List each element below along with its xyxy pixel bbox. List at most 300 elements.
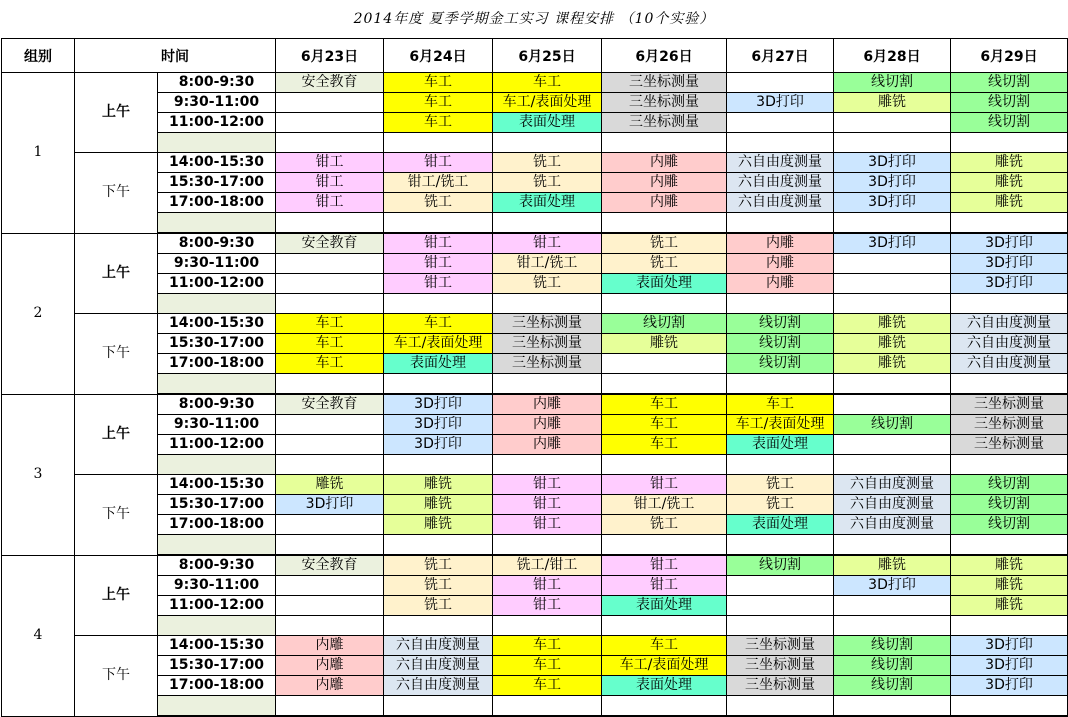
- course-cell: 三坐标测量: [951, 415, 1068, 435]
- time-slot: 11:00-12:00: [158, 596, 276, 616]
- spacer-cell: [727, 455, 834, 475]
- time-slot: 17:00-18:00: [158, 354, 276, 374]
- course-cell: 雕铣: [602, 334, 727, 354]
- spacer-cell: [276, 455, 384, 475]
- course-cell: 车工: [384, 93, 493, 113]
- header-date: 6月26日: [602, 39, 727, 73]
- course-cell: 线切割: [951, 515, 1068, 535]
- course-cell: 内雕: [602, 153, 727, 173]
- course-cell: 车工: [493, 73, 602, 93]
- course-cell: 内雕: [727, 274, 834, 294]
- spacer-cell: [951, 133, 1068, 153]
- spacer-cell: [276, 133, 384, 153]
- course-cell: [834, 435, 951, 455]
- spacer-cell: [951, 374, 1068, 395]
- spacer-cell: [493, 616, 602, 636]
- course-cell: 铣工: [493, 153, 602, 173]
- spacer-cell: [727, 294, 834, 314]
- spacer-cell: [727, 213, 834, 234]
- spacer-cell: [602, 133, 727, 153]
- spacer-cell: [727, 616, 834, 636]
- spacer-cell: [951, 616, 1068, 636]
- course-cell: 车工/表面处理: [727, 415, 834, 435]
- table-row: [2, 193, 1068, 213]
- table-row: [2, 153, 1068, 173]
- course-cell: 钳工: [602, 576, 727, 596]
- course-cell: 铣工: [384, 193, 493, 213]
- table-row: [2, 254, 1068, 274]
- table-row: [2, 636, 1068, 656]
- time-slot: 8:00-9:30: [158, 394, 276, 415]
- course-cell: 线切割: [834, 73, 951, 93]
- spacer-row: [2, 294, 1068, 314]
- header-date: 6月25日: [493, 39, 602, 73]
- course-cell: 车工: [493, 636, 602, 656]
- table-row: [2, 334, 1068, 354]
- course-cell: [276, 515, 384, 535]
- table-row: [2, 596, 1068, 616]
- table-row: [2, 354, 1068, 374]
- course-cell: 六自由度测量: [727, 153, 834, 173]
- header-date: 6月24日: [384, 39, 493, 73]
- course-cell: 内雕: [602, 173, 727, 193]
- schedule-body: [2, 73, 1068, 717]
- course-cell: 铣工: [727, 495, 834, 515]
- course-cell: [727, 113, 834, 133]
- time-slot: 17:00-18:00: [158, 515, 276, 535]
- course-cell: 铣工: [384, 555, 493, 576]
- course-cell: [276, 274, 384, 294]
- spacer-cell: [834, 133, 951, 153]
- spacer-cell: [493, 455, 602, 475]
- spacer-cell: [727, 133, 834, 153]
- period-morning: 上午: [75, 394, 158, 475]
- table-row: [2, 113, 1068, 133]
- table-row: [2, 394, 1068, 415]
- course-cell: [727, 576, 834, 596]
- spacer-cell: [158, 374, 276, 395]
- course-cell: 铣工: [493, 173, 602, 193]
- course-cell: 铣工: [727, 475, 834, 495]
- page-title: 2014年度 夏季学期金工实习 课程安排 （10个实验）: [353, 11, 715, 27]
- spacer-cell: [834, 616, 951, 636]
- course-cell: 内雕: [727, 233, 834, 254]
- course-cell: [276, 435, 384, 455]
- spacer-cell: [951, 455, 1068, 475]
- time-slot: 11:00-12:00: [158, 435, 276, 455]
- spacer-cell: [602, 616, 727, 636]
- course-cell: 六自由度测量: [951, 334, 1068, 354]
- course-cell: 线切割: [727, 314, 834, 334]
- course-cell: [834, 274, 951, 294]
- course-cell: 铣工: [493, 274, 602, 294]
- course-cell: 3D打印: [951, 676, 1068, 696]
- course-cell: 钳工/铣工: [384, 173, 493, 193]
- course-cell: 三坐标测量: [493, 354, 602, 374]
- period-morning: 上午: [75, 555, 158, 636]
- course-cell: 雕铣: [951, 173, 1068, 193]
- spacer-cell: [834, 455, 951, 475]
- header-time: 时间: [75, 39, 276, 73]
- course-cell: 车工/表面处理: [493, 93, 602, 113]
- spacer-cell: [384, 696, 493, 717]
- course-cell: 线切割: [834, 415, 951, 435]
- spacer-cell: [384, 455, 493, 475]
- course-cell: 雕铣: [951, 193, 1068, 213]
- time-slot: 17:00-18:00: [158, 676, 276, 696]
- course-cell: [276, 576, 384, 596]
- period-morning: 上午: [75, 73, 158, 153]
- course-cell: 钳工: [602, 475, 727, 495]
- course-cell: 铣工: [602, 233, 727, 254]
- course-cell: 3D打印: [834, 173, 951, 193]
- course-cell: 钳工: [276, 193, 384, 213]
- course-cell: 雕铣: [951, 596, 1068, 616]
- spacer-cell: [951, 696, 1068, 717]
- spacer-cell: [158, 294, 276, 314]
- course-cell: 雕铣: [834, 555, 951, 576]
- table-row: [2, 314, 1068, 334]
- header-row: [2, 39, 1068, 73]
- header-date: 6月28日: [834, 39, 951, 73]
- course-cell: 六自由度测量: [834, 495, 951, 515]
- spacer-cell: [602, 294, 727, 314]
- period-afternoon: 下午: [75, 636, 158, 717]
- course-cell: 3D打印: [951, 233, 1068, 254]
- course-cell: 3D打印: [951, 656, 1068, 676]
- course-cell: 3D打印: [727, 93, 834, 113]
- course-cell: 钳工: [493, 475, 602, 495]
- spacer-cell: [602, 213, 727, 234]
- course-cell: 钳工: [384, 274, 493, 294]
- time-slot: 8:00-9:30: [158, 555, 276, 576]
- spacer-cell: [158, 535, 276, 556]
- spacer-cell: [951, 294, 1068, 314]
- course-cell: [276, 596, 384, 616]
- spacer-row: [2, 374, 1068, 395]
- spacer-cell: [276, 696, 384, 717]
- spacer-cell: [493, 294, 602, 314]
- course-cell: 表面处理: [384, 354, 493, 374]
- course-cell: 雕铣: [834, 334, 951, 354]
- table-row: [2, 555, 1068, 576]
- header-date: 6月27日: [727, 39, 834, 73]
- course-cell: 车工: [276, 354, 384, 374]
- spacer-cell: [384, 133, 493, 153]
- course-cell: 3D打印: [834, 193, 951, 213]
- course-cell: 钳工/铣工: [493, 254, 602, 274]
- course-cell: 安全教育: [276, 233, 384, 254]
- spacer-cell: [158, 213, 276, 234]
- spacer-cell: [834, 535, 951, 556]
- course-cell: 3D打印: [834, 233, 951, 254]
- time-slot: 14:00-15:30: [158, 475, 276, 495]
- course-cell: 钳工: [384, 233, 493, 254]
- course-cell: 雕铣: [951, 153, 1068, 173]
- table-row: [2, 93, 1068, 113]
- course-cell: 车工: [602, 636, 727, 656]
- period-afternoon: 下午: [75, 475, 158, 556]
- course-cell: 三坐标测量: [493, 314, 602, 334]
- course-cell: 线切割: [834, 636, 951, 656]
- course-cell: 表面处理: [602, 676, 727, 696]
- course-cell: 三坐标测量: [493, 334, 602, 354]
- table-row: [2, 233, 1068, 254]
- course-cell: 安全教育: [276, 394, 384, 415]
- spacer-cell: [384, 374, 493, 395]
- group-number: 4: [2, 555, 75, 716]
- course-cell: 车工/表面处理: [384, 334, 493, 354]
- table-row: [2, 656, 1068, 676]
- time-slot: 14:00-15:30: [158, 153, 276, 173]
- course-cell: 表面处理: [727, 515, 834, 535]
- course-cell: [727, 73, 834, 93]
- spacer-row: [2, 696, 1068, 717]
- spacer-cell: [602, 696, 727, 717]
- course-cell: 雕铣: [276, 475, 384, 495]
- course-cell: 3D打印: [384, 435, 493, 455]
- time-slot: 9:30-11:00: [158, 415, 276, 435]
- course-cell: 表面处理: [493, 113, 602, 133]
- course-cell: 车工/表面处理: [602, 656, 727, 676]
- course-cell: 铣工: [602, 515, 727, 535]
- table-row: [2, 173, 1068, 193]
- spacer-cell: [276, 213, 384, 234]
- course-cell: 3D打印: [834, 576, 951, 596]
- time-slot: 11:00-12:00: [158, 113, 276, 133]
- course-cell: 车工: [493, 676, 602, 696]
- table-row: [2, 495, 1068, 515]
- course-cell: 雕铣: [834, 93, 951, 113]
- spacer-cell: [493, 213, 602, 234]
- spacer-cell: [727, 696, 834, 717]
- spacer-cell: [276, 616, 384, 636]
- period-afternoon: 下午: [75, 314, 158, 395]
- course-cell: 三坐标测量: [951, 394, 1068, 415]
- course-cell: 车工: [384, 314, 493, 334]
- course-cell: 3D打印: [951, 254, 1068, 274]
- course-cell: 3D打印: [384, 394, 493, 415]
- course-cell: 内雕: [276, 656, 384, 676]
- time-slot: 14:00-15:30: [158, 314, 276, 334]
- course-cell: 内雕: [493, 435, 602, 455]
- course-cell: 雕铣: [384, 495, 493, 515]
- course-cell: [276, 254, 384, 274]
- course-cell: [834, 113, 951, 133]
- course-cell: 内雕: [276, 636, 384, 656]
- time-slot: 15:30-17:00: [158, 334, 276, 354]
- time-slot: 15:30-17:00: [158, 173, 276, 193]
- table-row: [2, 73, 1068, 93]
- course-cell: 钳工: [276, 153, 384, 173]
- course-cell: 线切割: [727, 354, 834, 374]
- course-cell: 车工: [602, 394, 727, 415]
- spacer-cell: [384, 213, 493, 234]
- spacer-cell: [834, 213, 951, 234]
- course-cell: 六自由度测量: [727, 193, 834, 213]
- course-cell: [602, 354, 727, 374]
- course-cell: 3D打印: [276, 495, 384, 515]
- course-cell: 六自由度测量: [384, 656, 493, 676]
- header-date: 6月23日: [276, 39, 384, 73]
- spacer-cell: [951, 213, 1068, 234]
- course-cell: 铣工: [384, 596, 493, 616]
- course-cell: 六自由度测量: [834, 475, 951, 495]
- course-cell: 线切割: [834, 676, 951, 696]
- course-cell: 钳工: [384, 254, 493, 274]
- spacer-cell: [493, 133, 602, 153]
- table-row: [2, 676, 1068, 696]
- course-cell: 安全教育: [276, 555, 384, 576]
- course-cell: 线切割: [602, 314, 727, 334]
- group-number: 3: [2, 394, 75, 555]
- spacer-cell: [602, 535, 727, 556]
- spacer-cell: [384, 616, 493, 636]
- course-cell: 六自由度测量: [951, 354, 1068, 374]
- spacer-cell: [727, 374, 834, 395]
- time-slot: 17:00-18:00: [158, 193, 276, 213]
- time-slot: 8:00-9:30: [158, 73, 276, 93]
- spacer-cell: [384, 535, 493, 556]
- table-row: [2, 515, 1068, 535]
- header-date: 6月29日: [951, 39, 1068, 73]
- course-cell: [834, 596, 951, 616]
- course-cell: [727, 596, 834, 616]
- course-cell: 六自由度测量: [951, 314, 1068, 334]
- course-cell: 线切割: [834, 656, 951, 676]
- course-cell: 六自由度测量: [834, 515, 951, 535]
- group-number: 1: [2, 73, 75, 234]
- time-slot: 9:30-11:00: [158, 254, 276, 274]
- spacer-cell: [384, 294, 493, 314]
- spacer-cell: [493, 535, 602, 556]
- course-cell: 雕铣: [951, 555, 1068, 576]
- spacer-cell: [493, 374, 602, 395]
- table-row: [2, 435, 1068, 455]
- course-cell: 内雕: [493, 415, 602, 435]
- table-row: [2, 475, 1068, 495]
- course-cell: [834, 254, 951, 274]
- course-cell: 车工: [602, 435, 727, 455]
- spacer-cell: [158, 455, 276, 475]
- course-cell: 车工: [276, 314, 384, 334]
- spacer-cell: [951, 535, 1068, 556]
- course-cell: 三坐标测量: [602, 93, 727, 113]
- course-cell: 车工: [727, 394, 834, 415]
- course-cell: 三坐标测量: [602, 73, 727, 93]
- table-row: [2, 274, 1068, 294]
- spacer-cell: [602, 374, 727, 395]
- group-number: 2: [2, 233, 75, 394]
- course-cell: 钳工: [493, 233, 602, 254]
- course-cell: 三坐标测量: [602, 113, 727, 133]
- spacer-cell: [276, 535, 384, 556]
- course-cell: 内雕: [602, 193, 727, 213]
- course-cell: 铣工/钳工: [493, 555, 602, 576]
- spacer-row: [2, 455, 1068, 475]
- spacer-cell: [834, 294, 951, 314]
- course-cell: 车工: [602, 415, 727, 435]
- course-cell: 表面处理: [493, 193, 602, 213]
- spacer-cell: [276, 294, 384, 314]
- course-cell: [276, 415, 384, 435]
- course-cell: 内雕: [276, 676, 384, 696]
- course-cell: 安全教育: [276, 73, 384, 93]
- course-cell: 3D打印: [834, 153, 951, 173]
- time-slot: 15:30-17:00: [158, 495, 276, 515]
- course-cell: 线切割: [951, 495, 1068, 515]
- spacer-cell: [727, 535, 834, 556]
- spacer-row: [2, 535, 1068, 556]
- course-cell: 三坐标测量: [727, 636, 834, 656]
- header-group: 组别: [2, 39, 75, 73]
- course-cell: 三坐标测量: [727, 676, 834, 696]
- course-cell: 表面处理: [602, 274, 727, 294]
- course-cell: 线切割: [951, 93, 1068, 113]
- course-cell: 线切割: [951, 475, 1068, 495]
- course-cell: 线切割: [727, 334, 834, 354]
- course-cell: 钳工: [493, 495, 602, 515]
- course-cell: 雕铣: [951, 576, 1068, 596]
- schedule-table: [1, 38, 1068, 717]
- course-cell: 表面处理: [727, 435, 834, 455]
- table-row: [2, 415, 1068, 435]
- course-cell: 铣工: [384, 576, 493, 596]
- course-cell: 线切割: [951, 113, 1068, 133]
- course-cell: 钳工: [493, 576, 602, 596]
- course-cell: 钳工: [276, 173, 384, 193]
- course-cell: 雕铣: [834, 354, 951, 374]
- course-cell: 雕铣: [834, 314, 951, 334]
- course-cell: 铣工: [602, 254, 727, 274]
- spacer-cell: [276, 374, 384, 395]
- course-cell: 钳工/铣工: [602, 495, 727, 515]
- course-cell: 六自由度测量: [384, 676, 493, 696]
- course-cell: 内雕: [493, 394, 602, 415]
- course-cell: 表面处理: [602, 596, 727, 616]
- course-cell: 钳工: [493, 596, 602, 616]
- course-cell: 钳工: [384, 153, 493, 173]
- spacer-row: [2, 213, 1068, 234]
- spacer-cell: [158, 133, 276, 153]
- course-cell: 车工: [384, 113, 493, 133]
- spacer-cell: [834, 696, 951, 717]
- course-cell: 钳工: [493, 515, 602, 535]
- course-cell: 雕铣: [384, 515, 493, 535]
- table-row: [2, 576, 1068, 596]
- course-cell: 车工: [493, 656, 602, 676]
- spacer-cell: [834, 374, 951, 395]
- course-cell: 六自由度测量: [727, 173, 834, 193]
- spacer-cell: [158, 696, 276, 717]
- period-morning: 上午: [75, 233, 158, 314]
- course-cell: 三坐标测量: [951, 435, 1068, 455]
- course-cell: 线切割: [727, 555, 834, 576]
- course-cell: 3D打印: [951, 274, 1068, 294]
- time-slot: 14:00-15:30: [158, 636, 276, 656]
- spacer-row: [2, 133, 1068, 153]
- course-cell: 三坐标测量: [727, 656, 834, 676]
- course-cell: [834, 394, 951, 415]
- time-slot: 8:00-9:30: [158, 233, 276, 254]
- course-cell: 3D打印: [951, 636, 1068, 656]
- spacer-row: [2, 616, 1068, 636]
- course-cell: 车工: [276, 334, 384, 354]
- course-cell: [276, 93, 384, 113]
- course-cell: 雕铣: [384, 475, 493, 495]
- period-afternoon: 下午: [75, 153, 158, 234]
- course-cell: 六自由度测量: [384, 636, 493, 656]
